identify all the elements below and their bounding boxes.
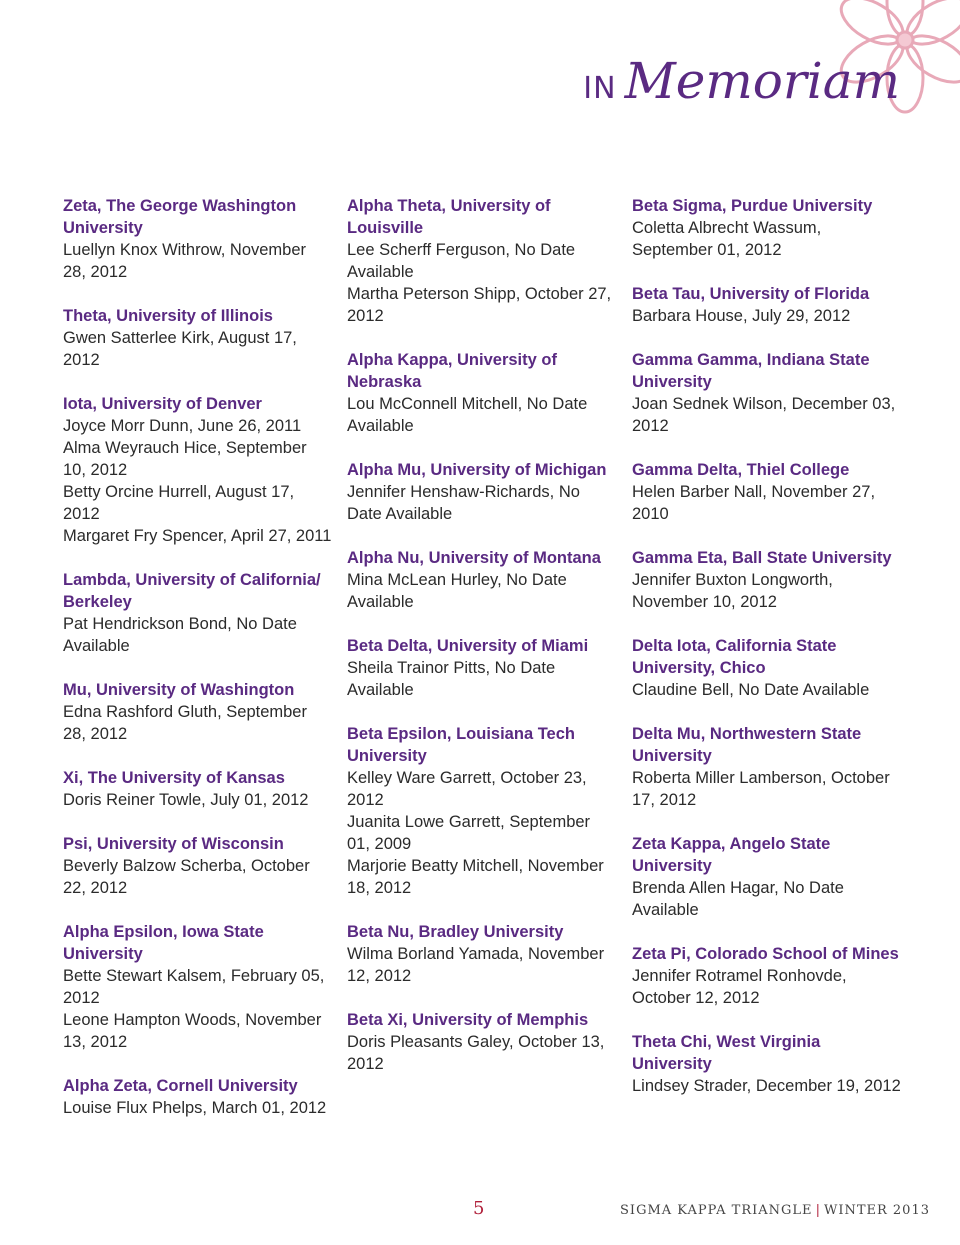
memorial-entry: Doris Reiner Towle, July 01, 2012 — [63, 791, 309, 809]
chapter-section — [632, 283, 902, 327]
chapter-section — [63, 569, 333, 657]
chapter-section — [347, 195, 617, 327]
chapter-heading: Gamma Gamma, Indiana State University — [632, 351, 870, 391]
memorial-entry: Brenda Allen Hagar, No Date Available — [632, 879, 844, 919]
chapter-heading: Xi, The University of Kansas — [63, 769, 285, 787]
chapter-heading: Theta Chi, West Virginia University — [632, 1033, 821, 1073]
chapter-section — [632, 547, 902, 613]
memorial-entry: Alma Weyrauch Hice, September 10, 2012 — [63, 439, 307, 479]
memorial-entry: Betty Orcine Hurrell, August 17, 2012 — [63, 483, 295, 523]
memorial-entry: Jennifer Rotramel Ronhovde, October 12, 2012 — [632, 967, 847, 1007]
chapter-section — [632, 635, 902, 701]
chapter-section — [63, 305, 333, 371]
chapter-section — [632, 459, 902, 525]
memorial-entry: Sheila Trainor Pitts, No Date Available — [347, 659, 556, 699]
column-2 — [347, 195, 617, 1097]
memorial-entry: Leone Hampton Woods, November 13, 2012 — [63, 1011, 322, 1051]
chapter-heading: Psi, University of Wisconsin — [63, 835, 284, 853]
memorial-entry: Doris Pleasants Galey, October 13, 2012 — [347, 1033, 605, 1073]
chapter-section — [63, 833, 333, 899]
chapter-section — [63, 679, 333, 745]
memorial-entry: Martha Peterson Shipp, October 27, 2012 — [347, 285, 612, 325]
chapter-heading: Beta Sigma, Purdue University — [632, 197, 873, 215]
memorial-entry: Pat Hendrickson Bond, No Date Available — [63, 615, 297, 655]
memorial-entry: Gwen Satterlee Kirk, August 17, 2012 — [63, 329, 297, 369]
chapter-section — [63, 1075, 333, 1119]
memorial-entry: Jennifer Henshaw-Richards, No Date Available — [347, 483, 580, 523]
memorial-entry: Edna Rashford Gluth, September 28, 2012 — [63, 703, 307, 743]
memorial-entry: Roberta Miller Lamberson, October 17, 2012 — [632, 769, 890, 809]
chapter-heading: Gamma Delta, Thiel College — [632, 461, 850, 479]
chapter-section — [347, 1009, 617, 1075]
memorial-entry: Joan Sednek Wilson, December 03, 2012 — [632, 395, 896, 435]
page-header — [0, 0, 960, 150]
memorial-entry: Beverly Balzow Scherba, October 22, 2012 — [63, 857, 310, 897]
chapter-heading: Delta Iota, California State University, Chico — [632, 637, 837, 677]
chapter-section — [632, 349, 902, 437]
chapter-heading: Beta Epsilon, Louisiana Tech University — [347, 725, 575, 765]
chapter-section — [632, 723, 902, 811]
memorial-entry: Margaret Fry Spencer, April 27, 2011 — [63, 527, 332, 545]
title-memoriam: Memoriam — [624, 52, 900, 110]
footer-separator: | — [815, 1203, 821, 1218]
chapter-heading: Lambda, University of California/ Berkeley — [63, 571, 321, 611]
chapter-heading: Alpha Zeta, Cornell University — [63, 1077, 298, 1095]
column-3 — [632, 195, 902, 1119]
memorial-entry: Helen Barber Nall, November 27, 2010 — [632, 483, 876, 523]
chapter-heading: Alpha Nu, University of Montana — [347, 549, 601, 567]
issue-name: WINTER 2013 — [823, 1203, 930, 1218]
memorial-entry: Lou McConnell Mitchell, No Date Available — [347, 395, 588, 435]
chapter-heading: Beta Tau, University of Florida — [632, 285, 870, 303]
chapter-section — [63, 195, 333, 283]
column-1 — [63, 195, 333, 1141]
chapter-section — [347, 635, 617, 701]
memorial-entry: Lindsey Strader, December 19, 2012 — [632, 1077, 901, 1095]
publication-name: SIGMA KAPPA TRIANGLE — [620, 1203, 813, 1218]
chapter-section — [347, 547, 617, 613]
memorial-entry: Mina McLean Hurley, No Date Available — [347, 571, 567, 611]
chapter-heading: Alpha Mu, University of Michigan — [347, 461, 607, 479]
publication-footer — [620, 1203, 930, 1218]
chapter-heading: Beta Nu, Bradley University — [347, 923, 564, 941]
chapter-section — [632, 195, 902, 261]
title-in: IN — [583, 71, 617, 106]
memorial-entry: Coletta Albrecht Wassum, September 01, 2012 — [632, 219, 822, 259]
chapter-section — [63, 393, 333, 547]
chapter-heading: Iota, University of Denver — [63, 395, 262, 413]
chapter-heading: Beta Delta, University of Miami — [347, 637, 589, 655]
chapter-section — [347, 349, 617, 437]
memorial-entry: Bette Stewart Kalsem, February 05, 2012 — [63, 967, 325, 1007]
chapter-heading: Alpha Epsilon, Iowa State University — [63, 923, 264, 963]
memorial-entry: Juanita Lowe Garrett, September 01, 2009 — [347, 813, 591, 853]
chapter-heading: Alpha Theta, University of Louisville — [347, 197, 551, 237]
chapter-heading: Zeta Kappa, Angelo State University — [632, 835, 831, 875]
memorial-entry: Claudine Bell, No Date Available — [632, 681, 870, 699]
chapter-heading: Theta, University of Illinois — [63, 307, 273, 325]
chapter-section — [632, 833, 902, 921]
page-title — [583, 52, 900, 110]
memorial-entry: Marjorie Beatty Mitchell, November 18, 2012 — [347, 857, 604, 897]
memorial-entry: Jennifer Buxton Longworth, November 10, 2012 — [632, 571, 833, 611]
chapter-heading: Delta Mu, Northwestern State University — [632, 725, 862, 765]
chapter-heading: Alpha Kappa, University of Nebraska — [347, 351, 557, 391]
page-number: 5 — [473, 1198, 485, 1219]
chapter-section — [63, 767, 333, 811]
chapter-heading: Gamma Eta, Ball State University — [632, 549, 892, 567]
chapter-section — [632, 1031, 902, 1097]
chapter-section — [347, 723, 617, 899]
chapter-section — [632, 943, 902, 1009]
memorial-entry: Luellyn Knox Withrow, November 28, 2012 — [63, 241, 307, 281]
memorial-entry: Lee Scherff Ferguson, No Date Available — [347, 241, 576, 281]
chapter-heading: Beta Xi, University of Memphis — [347, 1011, 589, 1029]
chapter-section — [63, 921, 333, 1053]
memorial-entry: Joyce Morr Dunn, June 26, 2011 — [63, 417, 302, 435]
chapter-heading: Zeta Pi, Colorado School of Mines — [632, 945, 899, 963]
chapter-section — [347, 459, 617, 525]
chapter-heading: Zeta, The George Washington University — [63, 197, 297, 237]
memorial-entry: Wilma Borland Yamada, November 12, 2012 — [347, 945, 605, 985]
memorial-entry: Barbara House, July 29, 2012 — [632, 307, 851, 325]
chapter-section — [347, 921, 617, 987]
chapter-heading: Mu, University of Washington — [63, 681, 295, 699]
memorial-entry: Louise Flux Phelps, March 01, 2012 — [63, 1099, 327, 1117]
memorial-entry: Kelley Ware Garrett, October 23, 2012 — [347, 769, 587, 809]
